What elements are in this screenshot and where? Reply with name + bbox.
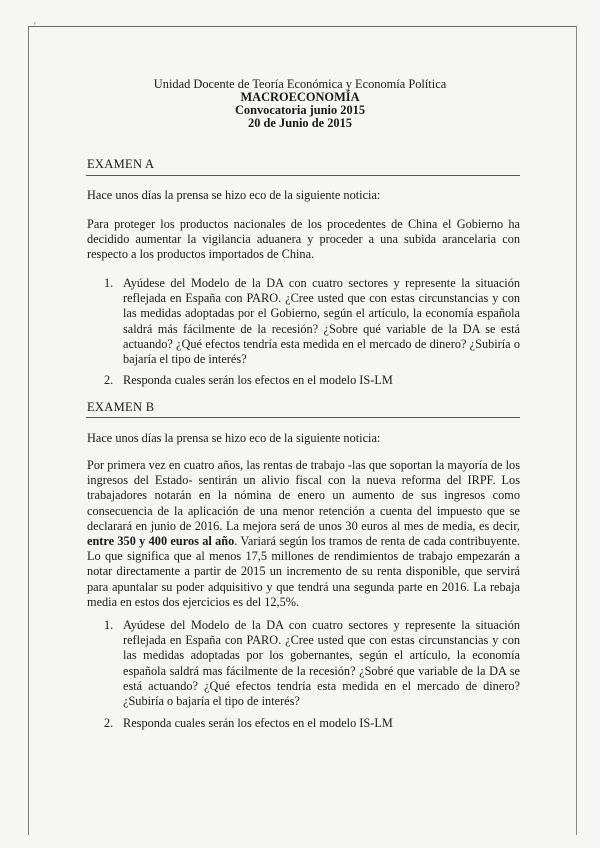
exam-a-title: EXAMEN A — [87, 157, 155, 171]
exam-b-intro: Hace unos días la prensa se hizo eco de la siguiente noticia: — [87, 431, 381, 445]
exam-a-q2-text: Responda cuales serán los efectos en el modelo IS-LM — [123, 373, 393, 387]
exam-b-news-part2: . Variará según los tramos de renta de cada contribuyente. Lo que significa que al menos 17,5 millones de rendimientos de trabajo empezarán a notar directamente a partir de 2015 un incremento de su renta disponible, que servirá para apuntalar su poder adquisitivo y que tendrá una segunda parte en 2016. La rebaja media en estos dos ejercicios es del 12,5%. — [87, 534, 520, 609]
exam-b-divider — [86, 417, 520, 418]
exam-date: 20 de Junio de 2015 — [248, 116, 352, 130]
exam-b-news — [87, 458, 520, 610]
exam-a-q1-text: Ayúdese del Modelo de la DA con cuatro sectores y represente la situación reflejada en España con PARO. ¿Cree usted que con estas circunstancias y con las medidas adoptadas por el Gobierno, según el artículo, la economía española saldrá más fácilmente de la recesión? ¿Sobre qué variable de la DA se está actuando? ¿Qué efectos tendría esta medida en el mercado de dinero? ¿Subiría o bajaría el tipo de interés? — [123, 276, 520, 367]
exam-b-q1-text: Ayúdese del Modelo de la DA con cuatro sectores y represente la situación reflejada en España con PARO. ¿Cree usted que con estas circunstancias y con las medidas adoptadas por los gobernantes, según el artículo, la economía española saldrá mas fácilmente de la recesión? ¿Sobré que variable de la DA se está actuando? ¿Qué efectos tendría esta medida en el mercado de dinero? ¿Subiría o bajaría el tipo de interés? — [123, 618, 520, 709]
call-title: Convocatoria junio 2015 — [234, 103, 366, 117]
exam-a-divider — [86, 175, 520, 176]
scan-mark: ˲ — [33, 14, 37, 25]
exam-b-q2-text: Responda cuales serán los efectos en el modelo IS-LM — [123, 716, 393, 730]
subject-title: MACROECONOMÍA — [240, 90, 360, 104]
exam-header — [60, 78, 540, 130]
exam-b-news-part1: Por primera vez en cuatro años, las rentas de trabajo -las que soportan la mayoría de los ingresos del Estado- sentirán un alivio fiscal con la nueva reforma del IRPF. Los trabajadores notarán en la nómina de enero un aumento de sus ingresos como consecuencia de la aplicación de una menor retención a cuenta del impuesto que se declarará en junio de 2016. La mejora será de unos 30 euros al mes de media, es decir, — [87, 458, 520, 533]
exam-b-q1-number: 1. — [104, 618, 114, 632]
department-name: Unidad Docente de Teoría Económica y Economía Política — [153, 77, 447, 91]
exam-a-intro: Hace unos días la prensa se hizo eco de la siguiente noticia: — [87, 188, 381, 202]
exam-b-title: EXAMEN B — [87, 400, 155, 414]
exam-b-q2-number: 2. — [104, 716, 114, 730]
exam-a-news: Para proteger los productos nacionales de los procedentes de China el Gobierno ha decidido aumentar la vigilancia aduanera y proceder a una subida arancelaria con respecto a los productos importados de China. — [87, 217, 520, 262]
exam-a-q2-number: 2. — [104, 373, 114, 387]
exam-a-q1-number: 1. — [104, 276, 114, 290]
exam-b-news-bold: entre 350 y 400 euros al año — [87, 534, 235, 549]
